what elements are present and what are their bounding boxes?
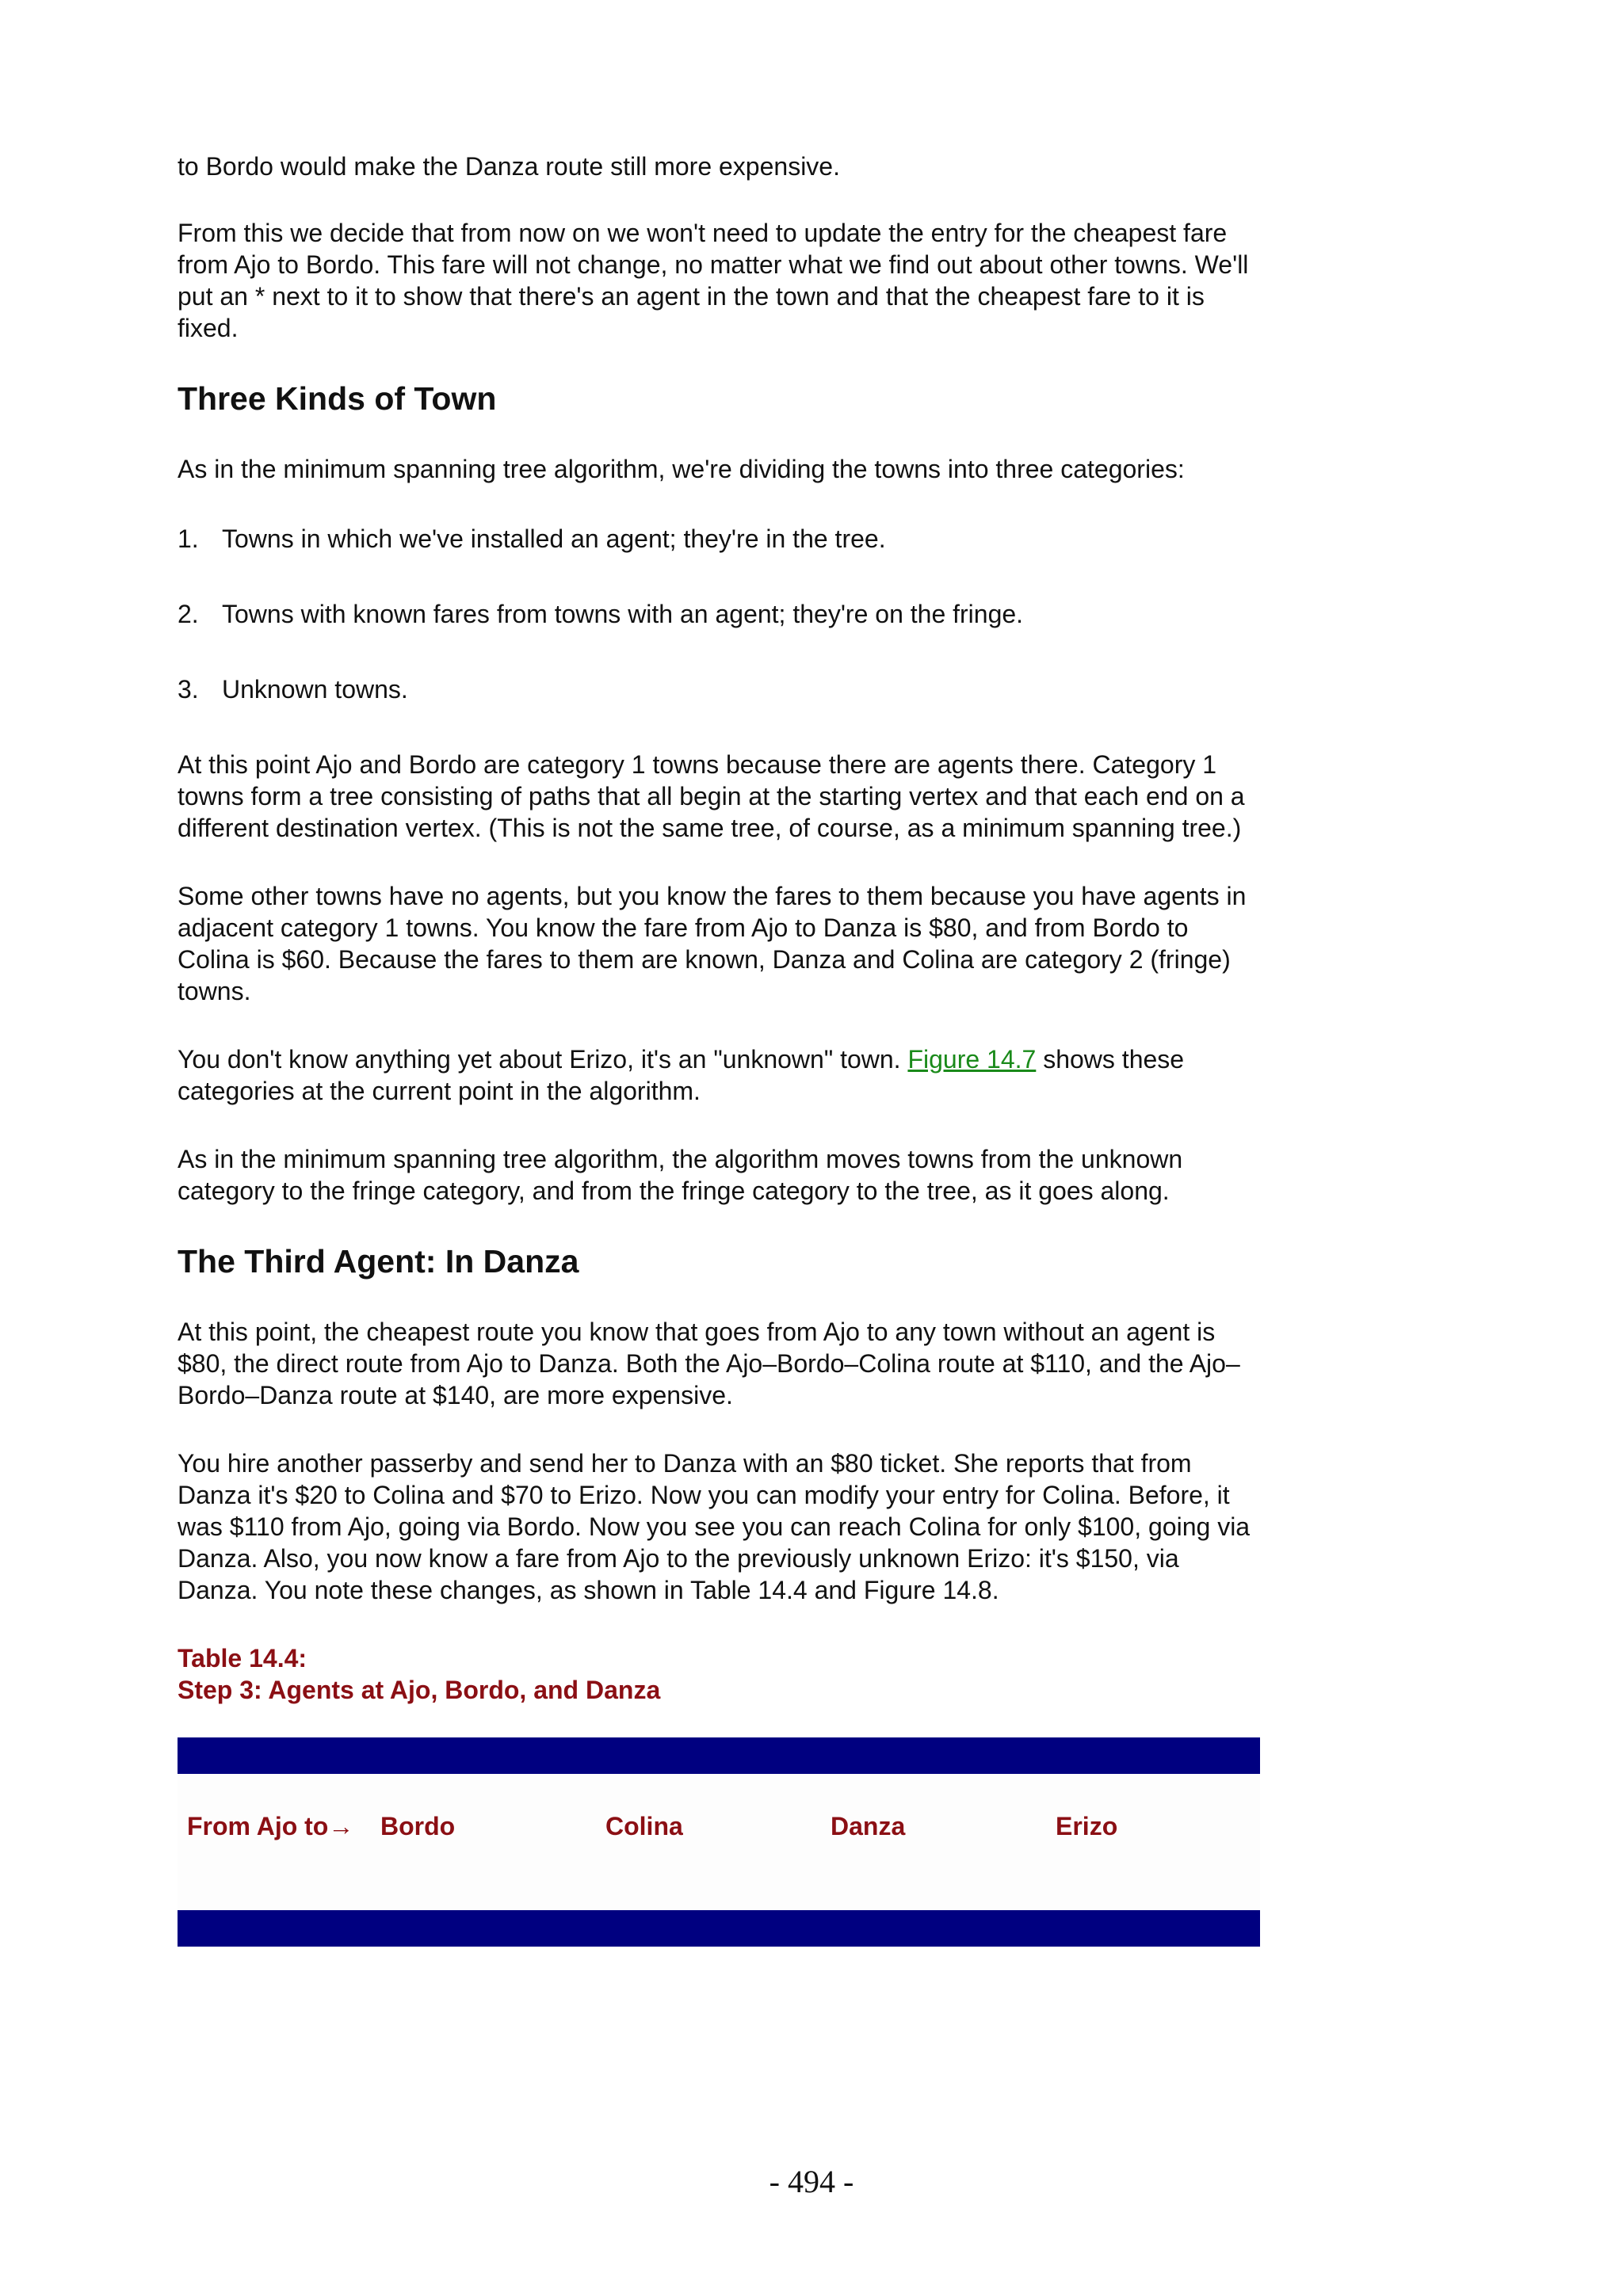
paragraph-fixed-fare: From this we decide that from now on we won't need to update the entry for the cheapest fare from Ajo to Bordo. This fare will not change, no matter what we find out about other towns. We'll put an * next to it to show that there's an agent in the town and that the cheapest fare to it is fixed. bbox=[178, 219, 1249, 342]
list-item bbox=[178, 523, 1263, 555]
table-top-bar bbox=[178, 1737, 1260, 1774]
categories-list bbox=[178, 523, 1263, 705]
paragraph-unknown-town bbox=[178, 1043, 1263, 1107]
table-caption-number: Table 14.4: bbox=[178, 1644, 307, 1672]
list-item-number: 3. bbox=[178, 675, 199, 704]
heading-three-kinds-of-town: Three Kinds of Town bbox=[178, 380, 497, 417]
list-item bbox=[178, 598, 1263, 630]
paragraph-cheapest-route: At this point, the cheapest route you know that goes from Ajo to any town without an agent is $80, the direct route from Ajo to Danza. Both the Ajo–Bordo–Colina route at $110, and the Ajo–Bordo–Danza route at $140, are more expensive. bbox=[178, 1318, 1240, 1409]
heading-third-agent: The Third Agent: In Danza bbox=[178, 1243, 579, 1280]
table-bottom-bar bbox=[178, 1910, 1260, 1947]
paragraph-text: shows these categories at the current point in the algorithm. bbox=[178, 1045, 1185, 1105]
list-item-text: Unknown towns. bbox=[222, 675, 408, 704]
table-header-erizo: Erizo bbox=[1056, 1812, 1118, 1840]
table-header-row bbox=[178, 1774, 1260, 1910]
page-content bbox=[178, 151, 1263, 1947]
paragraph-category-2: Some other towns have no agents, but you know the fares to them because you have agents in adjacent category 1 towns. You know the fare from Ajo to Danza is $80, and from Bordo to Colina is $60. Because the fares to them are known, Danza and Colina are category 2 (fringe) towns. bbox=[178, 882, 1247, 1005]
paragraph-algorithm-moves: As in the minimum spanning tree algorithm, the algorithm moves towns from the unknown category to the fringe category, and from the fringe category to the tree, as it goes along. bbox=[178, 1145, 1183, 1205]
list-item-text: Towns with known fares from towns with an agent; they're on the fringe. bbox=[222, 600, 1024, 628]
paragraph-category-1: At this point Ajo and Bordo are category 1 towns because there are agents there. Category 1 towns form a tree consisting of paths that all begin at the starting vertex and that each end on a different destination vertex. (This is not the same tree, of course, as a minimum spanning tree.) bbox=[178, 750, 1245, 842]
list-item-number: 1. bbox=[178, 524, 199, 553]
list-item-text: Towns in which we've installed an agent; they're in the tree. bbox=[222, 524, 886, 553]
list-item bbox=[178, 673, 1263, 705]
table-caption-title: Step 3: Agents at Ajo, Bordo, and Danza bbox=[178, 1676, 661, 1704]
table-header-colina: Colina bbox=[605, 1812, 683, 1840]
table-header-danza: Danza bbox=[831, 1812, 906, 1840]
table-header-from-ajo: From Ajo to→ bbox=[187, 1812, 354, 1840]
paragraph-categories-intro: As in the minimum spanning tree algorithm, we're dividing the towns into three categories: bbox=[178, 455, 1185, 483]
page-number: - 494 - bbox=[769, 2164, 854, 2199]
list-item-number: 2. bbox=[178, 600, 199, 628]
paragraph-continuation: to Bordo would make the Danza route still more expensive. bbox=[178, 152, 840, 181]
figure-14-7-link[interactable]: Figure 14.7 bbox=[907, 1045, 1037, 1074]
paragraph-danza-agent: You hire another passerby and send her to Danza with an $80 ticket. She reports that from Danza it's $20 to Colina and $70 to Erizo. Now you can modify your entry for Colina. Before, it was $110 from Ajo, going via Bordo. Now you see you can reach Colina for only $100, going via Danza. Also, you now know a fare from Ajo to the previously unknown Erizo: it's $150, via Danza. You note these changes, as shown in Table 14.4 and Figure 14.8. bbox=[178, 1449, 1251, 1604]
paragraph-text: You don't know anything yet about Erizo, it's an "unknown" town. bbox=[178, 1045, 908, 1074]
table-header-bordo: Bordo bbox=[380, 1812, 456, 1840]
fares-table bbox=[178, 1737, 1260, 1947]
